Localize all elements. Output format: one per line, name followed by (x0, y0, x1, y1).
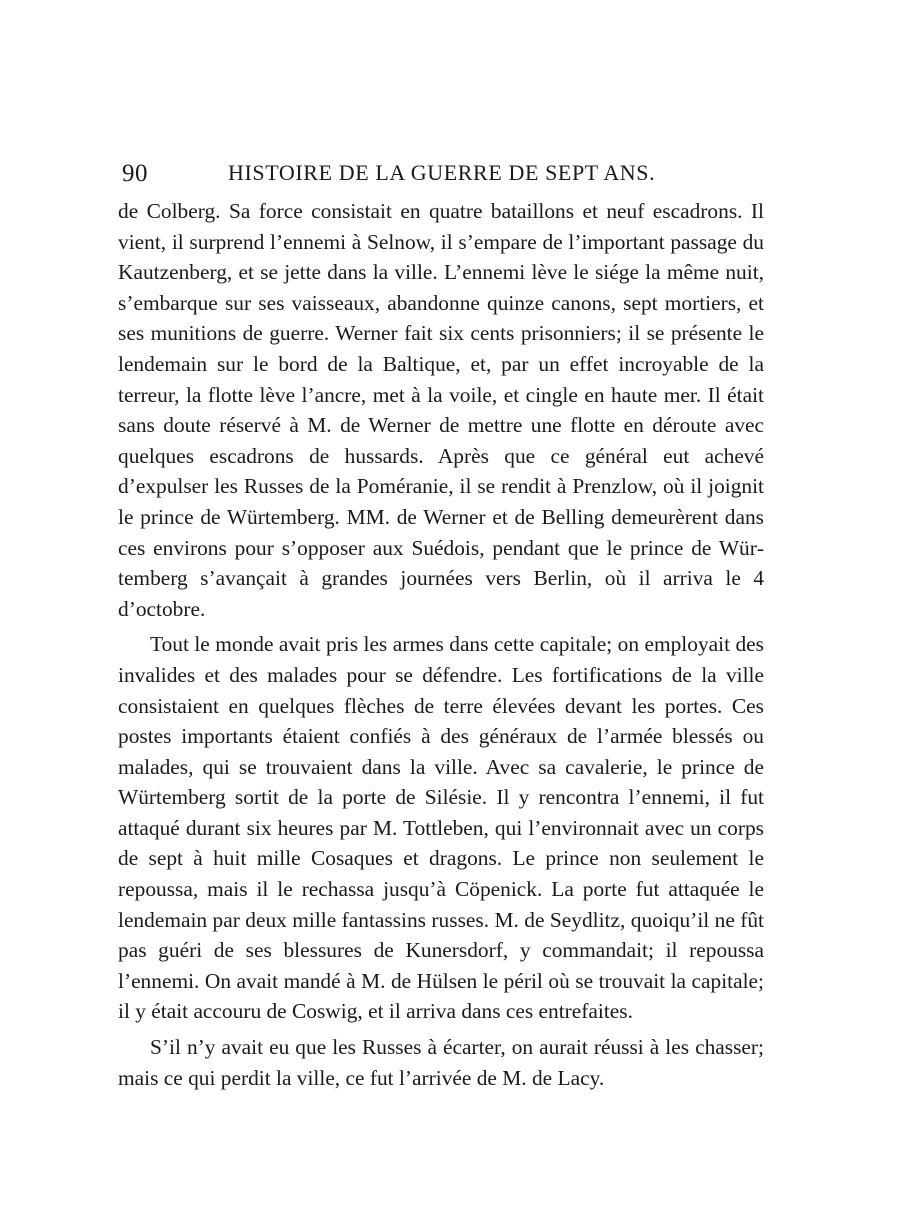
paragraph: Tout le monde avait pris les armes dans cette capitale; on employait des invalides et des malades pour se défendre. Les fortifications de la ville consistaient en quelques flèches de terre élevées devant les portes. Ces postes importants étaient confiés à des généraux de l’armée blessés ou malades, qui se trouvaient dans la ville. Avec sa cavalerie, le prince de Würtemberg sortit de la porte de Silésie. Il y rencontra l’ennemi, il fut attaqué durant six heures par M. Tottleben, qui l’environnait avec un corps de sept à huit mille Cosaques et dragons. Le prince non seulement le repoussa, mais il le rechassa jusqu’à Cöpenick. La porte fut attaquée le lendemain par deux mille fantassins russes. M. de Seydlitz, quoiqu’il ne fût pas guéri de ses blessures de Kunersdorf, y commandait; il repoussa l’ennemi. On avait mandé à M. de Hülsen le péril où se trouvait la capitale; il y était accouru de Coswig, et il arriva dans ces entrefaites. (118, 632, 764, 1024)
running-title: HISTOIRE DE LA GUERRE DE SEPT ANS. (228, 160, 656, 185)
running-head (118, 160, 798, 192)
paragraph: S’il n’y avait eu que les Russes à écarter, on aurait réussi à les chasser; mais ce qui perdit la ville, ce fut l’arrivée de M. de Lacy. (118, 1035, 764, 1090)
paragraph: de Colberg. Sa force consistait en quatre bataillons et neuf escadrons. Il vient, il surprend l’ennemi à Selnow, il s’empare de l’important passage du Kautzenberg, et se jette dans la ville. L’ennemi lève le siége la même nuit, s’embarque sur ses vaisseaux, abandonne quinze canons, sept mortiers, et ses munitions de guerre. Werner fait six cents prisonniers; il se présente le lendemain sur le bord de la Baltique, et, par un effet incroyable de la terreur, la flotte lève l’ancre, met à la voile, et cingle en haute mer. Il était sans doute réservé à M. de Werner de mettre une flotte en déroute avec quelques escadrons de hussards. Après que ce général eut achevé d’expulser les Russes de la Poméranie, il se rendit à Prenzlow, où il joignit le prince de Würtemberg. MM. de Werner et de Belling demeurèrent dans ces environs pour s’opposer aux Suédois, pendant que le prince de Würtemberg s’avançait à grandes journées vers Berlin, où il arriva le 4 d’octobre. (118, 199, 764, 621)
body-text (118, 196, 764, 1098)
page-number: 90 (122, 160, 148, 187)
